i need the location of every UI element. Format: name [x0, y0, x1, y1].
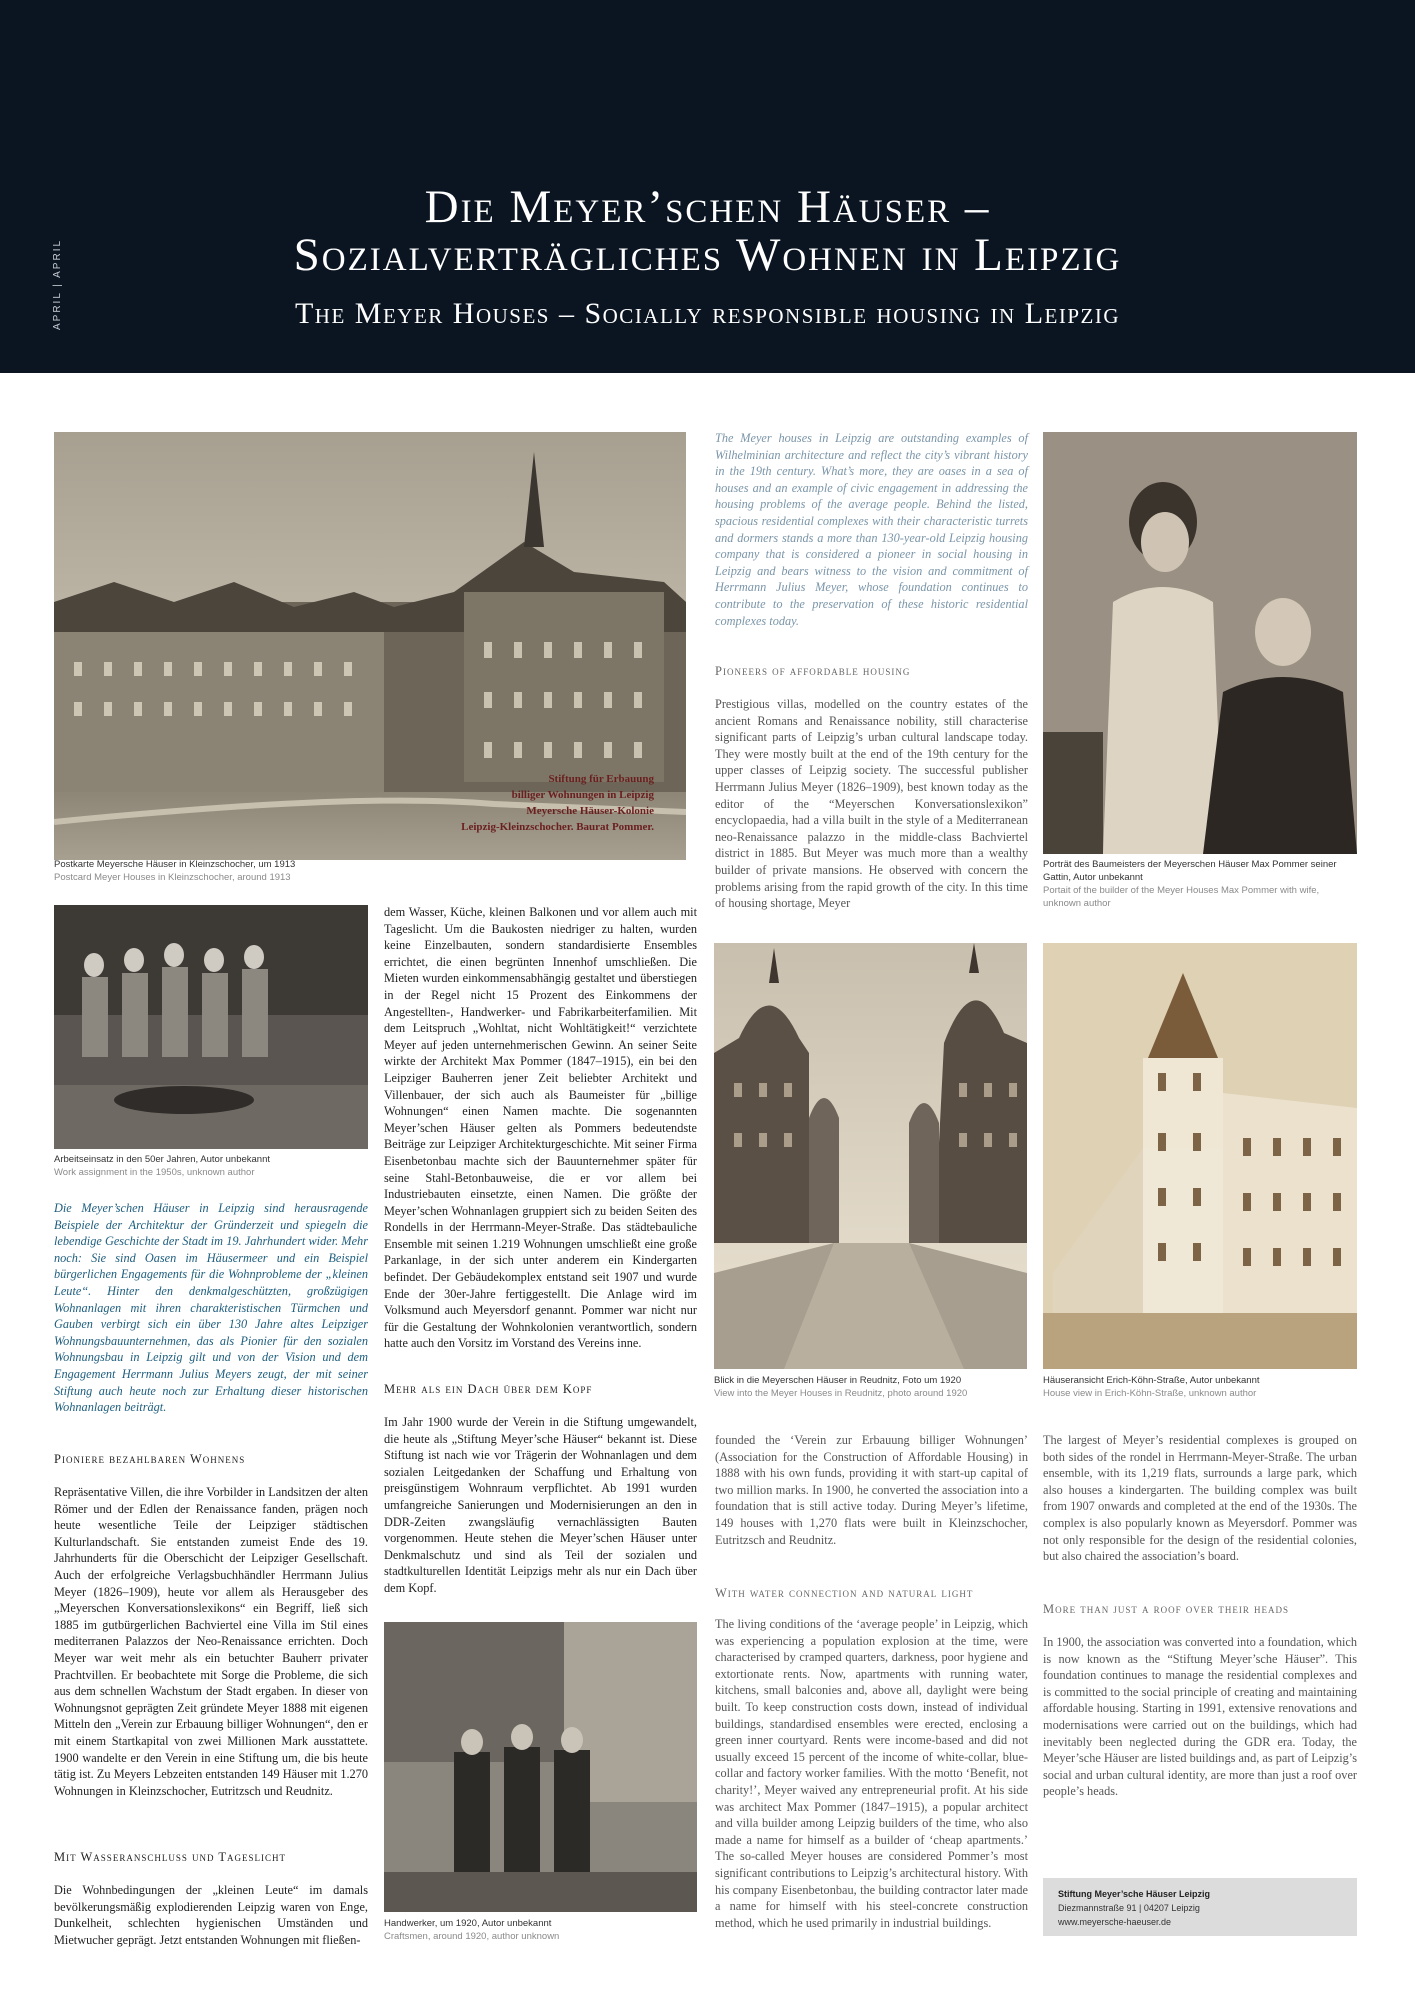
caption-english: View into the Meyer Houses in Reudnitz, photo around 1920	[714, 1388, 968, 1399]
text-pioneers-english-b: founded the ‘Verein zur Erbauung billiger Wohnungen’ (Association for the Construction of Affordable Housing) in 1888 with his own funds, providing it with start-up capital of two million marks. In 1900, he converted the association into a foundation that is still active today. During Meyer’s lifetime, 149 houses with 1,270 flats were built in Kleinzschocher, Eutritzsch and Reudnitz.	[715, 1433, 1028, 1547]
caption-german: Blick in die Meyerschen Häuser in Reudnitz, Foto um 1920	[714, 1375, 962, 1386]
caption-english: Work assignment in the 1950s, unknown author	[54, 1167, 255, 1178]
intro-english: The Meyer houses in Leipzig are outstanding examples of Wilhelminian architecture and reflect the city’s vibrant history in the 19th century. What’s more, they are oases in a sea of houses and an example of civic engagement in addressing the housing problems of the average people. Behind the listed, spacious residential complexes with their characteristic turrets and dormers stands a more than 130-year-old Leipzig housing company that is considered a pioneer in social housing in Leipzig and bears witness to the vision and commitment of Herrmann Julius Meyer, whose foundation continues to contribute to the preservation of these historic residential complexes today.	[715, 431, 1028, 628]
caption-english: Craftsmen, around 1920, author unknown	[384, 1931, 560, 1942]
caption-german: Postkarte Meyersche Häuser in Kleinzschocher, um 1913	[54, 859, 296, 870]
text-roof-english: In 1900, the association was converted into a foundation, which is now known as the “Stiftung Meyer’sche Häuser”. This foundation continues to manage the residential complexes and is committed to the social principle of creating and maintaining affordable housing. Starting in 1991, extensive renovations and modernisations were carried out on the buildings, which had inevitably been neglected during the GDR era. Today, the Meyer’sche Häuser are listed buildings and, as part of Leipzig’s social and urban cultural identity, are more than just a roof over people’s heads.	[1043, 1635, 1357, 1799]
postcard-caption	[54, 858, 686, 884]
text-water-german-a: Die Wohnbedingungen der „kleinen Leute“ im damals bevölkerungsmäßig explodierenden Leipzig waren von Enge, Dunkelheit, schlechten hygienischen Umständen und Mietwucher geprägt. Jetzt entstanden Wohnungen mit fließen-	[54, 1883, 368, 1947]
foundation-name: Stiftung Meyer’sche Häuser Leipzig	[1058, 1889, 1211, 1899]
title-german-line-2: Sozialverträgliches Wohnen in Leipzig	[293, 229, 1122, 281]
postcard-overlay-text: billiger Wohnungen in Leipzig	[511, 789, 654, 801]
caption-english: Postcard Meyer Houses in Kleinzschocher, around 1913	[54, 872, 291, 883]
contact-box	[1043, 1878, 1357, 1936]
heading-roof-german: Mehr als ein Dach über dem Kopf	[384, 1382, 593, 1396]
heading-pioneers-english: Pioneers of affordable housing	[715, 664, 911, 678]
text-pioneers-english-a: Prestigious villas, modelled on the country estates of the ancient Romans and Renaissance nobility, still characterise significant parts of Leipzig’s urban cultural landscape today. They were mostly built at the end of the 19th century for the upper classes of Leipzig society. The successful publisher Herrmann Julius Meyer (1826–1909), best known today as the editor of the “Meyerschen Konversationslexikon” encyclopaedia, had a villa built in the style of a Mediterranean neo-Renaissance palazzo in the middle-class Bachviertel district in 1885. But Meyer was much more than a wealthy builder of private mansions. He observed with concern the problems arising from the rapid growth of the city. In this time of housing shortage, Meyer	[715, 697, 1028, 911]
craftsmen-caption	[384, 1917, 697, 1943]
page-header	[0, 0, 1415, 373]
work-assignment-caption	[54, 1153, 368, 1179]
title-english: The Meyer Houses – Socially responsible housing in Leipzig	[294, 297, 1121, 330]
heading-water-german: Mit Wasseranschluss und Tageslicht	[54, 1850, 286, 1864]
intro-german: Die Meyer’schen Häuser in Leipzig sind herausragende Beispiele der Architektur der Gründerzeit und spiegeln die lebendige Geschichte der Stadt im 19. Jahrhundert wider. Mehr noch: Sie sind Oasen im Häusermeer und ein Beispiel bürgerlichen Engagements für die Wohnprobleme der „kleinen Leute“. Hinter den denkmalgeschützten, großzügigen Wohnanlagen mit ihren charakteristischen Türmchen und Gauben verbirgt sich ein über 130 Jahre altes Leipziger Wohnungsbauunternehmen, das als Pionier für den sozialen Wohnungsbau in Leipzig gilt und von der Vision und dem Engagement Herrmann Julius Meyers zeugt, der mit seiner Stiftung auch heute noch zur Erhaltung dieser historischen Wohnanlagen beiträgt.	[54, 1201, 368, 1415]
foundation-address: Diezmannstraße 91 | 04207 Leipzig	[1058, 1903, 1200, 1913]
craftsmen-photo	[384, 1622, 697, 1912]
heading-roof-english: More than just a roof over their heads	[1043, 1602, 1289, 1616]
foundation-website[interactable]: www.meyersche-haeuser.de	[1058, 1917, 1172, 1927]
caption-english: Portait of the builder of the Meyer Houses Max Pommer with wife, unknown author	[1043, 885, 1320, 909]
postcard-overlay-text: Leipzig-Kleinzschocher. Baurat Pommer.	[461, 821, 654, 833]
erich-koehn-photo	[1043, 943, 1357, 1369]
work-assignment-photo	[54, 905, 368, 1149]
text-pioneers-german: Repräsentative Villen, die ihre Vorbilder in Landsitzen der alten Römer und der Edlen der Renaissance fanden, prägen noch heute wesentliche Teile der Leipziger städtischen Kulturlandschaft. Sie entstanden zumeist Ende des 19. Jahrhunderts für die Oberschicht der Leipziger Gesellschaft. Auch der erfolgreiche Verlagsbuchhändler Herrmann Julius Meyer (1826–1909), heute vor allem als Herausgeber des „Meyerschen Konversationslexikons“ ein Begriff, ließ sich 1885 im gutbürgerlichen Bachviertel eine Villa im Stil eines mediterranen Palazzos der Neo-Renaissance errichten. Doch Meyer war weit mehr als ein betuchter Bauherr privater Prachtvillen. Er beobachtete mit Sorge die Probleme, die sich aus dem schnellen Wachstum der Stadt ergaben. In dieser von Wohnungsnot geprägten Zeit gründete Meyer 1888 mit eigenen Mitteln den „Verein zur Erbauung billiger Wohnungen“, den er mit einem Startkapital von zwei Millionen Mark ausstattete. 1900 wandelte er den Verein in eine Stiftung um, die bis heute tätig ist. Zu Meyers Lebzeiten entstanden 149 Häuser mit 1.270 Wohnungen in Kleinzschocher, Eutritzsch und Reudnitz.	[54, 1485, 368, 1798]
reudnitz-photo	[714, 943, 1027, 1369]
month-label: APRIL | APRIL	[52, 238, 63, 330]
caption-english: House view in Erich-Köhn-Straße, unknown author	[1043, 1388, 1257, 1399]
postcard-photo	[54, 432, 686, 860]
title-german-line-1: Die Meyer’schen Häuser –	[424, 181, 991, 233]
caption-german: Arbeitseinsatz in den 50er Jahren, Autor unbekannt	[54, 1154, 271, 1165]
heading-water-english: With water connection and natural light	[715, 1586, 974, 1600]
text-water-english-b: The largest of Meyer’s residential complexes is grouped on both sides of the rondel in Herrmann-Meyer-Straße. The urban ensemble, with its 1,219 flats, surrounds a large park, which also houses a kindergarten. The building complex was built from 1907 onwards and completed at the end of the 1930s. The complex is also popularly known as Meyersdorf. Pommer was not only responsible for the design of the residential colonies, but also chaired the association’s board.	[1043, 1433, 1357, 1564]
portrait-caption	[1043, 858, 1357, 910]
caption-german: Häuseransicht Erich-Köhn-Straße, Autor unbekannt	[1043, 1375, 1260, 1386]
text-roof-german: Im Jahr 1900 wurde der Verein in die Stiftung umgewandelt, die heute als „Stiftung Meyer’sche Häuser“ bekannt ist. Diese Stiftung ist nach wie vor Trägerin der Wohnanlagen und dem sozialen Leitgedanken der Schaffung und Erhaltung von preisgünstigem Wohnraum verpflichtet. Ab 1991 wurden umfangreiche Sanierungen und Modernisierungen an den in DDR-Zeiten zwangsläufig vernachlässigten Bauten vorgenommen. Heute stehen die Meyer’schen Häuser unter Denkmalschutz und sind als Teil der sozialen und stadtkulturellen Identität Leipzigs mehr als nur ein Dach über dem Kopf.	[384, 1415, 697, 1595]
text-water-german-b: dem Wasser, Küche, kleinen Balkonen und vor allem auch mit Tageslicht. Um die Baukosten niedriger zu halten, wurden keine Einzelbauten, sondern standardisierte Ensembles errichtet, die einen begrünten Innenhof umschließen. Die Mieten wurden einkommensabhängig gestaltet und überstiegen in der Regel nicht 15 Prozent des Einkommens der Angestellten-, Handwerker- und Fabrikarbeiterfamilien. Mit dem Leitspruch „Wohltat, nicht Wohltätigkeit!“ verzichtete Meyer auf jeden unternehmerischen Gewinn. An seiner Seite wirkte der Architekt Max Pommer (1847–1915), ein bei den Leipziger Bauherren jener Zeit beliebter Architekt und Villenbauer, der sich auch als Baumeister für „billige Wohnungen“ einen Namen machte. Die sogenannten Meyer’schen Häuser gelten als Pommers bedeutendste Beiträge zur Leipziger Architekturgeschichte. Mit seiner Firma Eisenbetonbau machte sich der Bauunternehmer später für seine Stahl-Betonbauweise, die er vor allem bei Industriebauten einsetzte, einen Namen. Die größte der Meyer’schen Wohnanlagen gruppiert sich zu beiden Seiten des Rondells in der Herrmann-Meyer-Straße. Das städtebauliche Ensemble mit seinen 1.219 Wohnungen umschließt eine große Parkanlage, in der sich unter anderem ein Kindergarten befindet. Der Gebäudekomplex entstand seit 1907 und wurde Ende der 30er-Jahre fertiggestellt. Die Anlage wird im Volksmund auch Meyersdorf genannt. Pommer war nicht nur für die Gestaltung der Wohnkolonien verantwortlich, sondern hatte auch den Vorsitz im Vorstand des Vereins inne.	[384, 905, 697, 1351]
portrait-photo	[1043, 432, 1357, 854]
postcard-overlay-text: Meyersche Häuser-Kolonie	[526, 805, 654, 817]
postcard-overlay-text: Stiftung für Erbauung	[548, 773, 654, 785]
erich-koehn-caption	[1043, 1374, 1357, 1400]
caption-german: Porträt des Baumeisters der Meyerschen Häuser Max Pommer seiner Gattin, Autor unbekannt	[1043, 859, 1337, 883]
caption-german: Handwerker, um 1920, Autor unbekannt	[384, 1918, 552, 1929]
heading-pioneers-german: Pioniere bezahlbaren Wohnens	[54, 1452, 246, 1466]
text-water-english-a: The living conditions of the ‘average people’ in Leipzig, which was experiencing a population explosion at the time, were characterised by cramped quarters, darkness, poor hygiene and extortionate rents. Now, apartments with running water, kitchens, small balconies and, above all, daylight were being built. To keep construction costs down, instead of individual buildings, standardised ensembles were erected, enclosing a green inner courtyard. Rents were income-based and did not usually exceed 15 percent of the income of white-collar, blue-collar and factory worker families. With the motto ‘Benefit, not charity!’, Meyer waived any entrepreneurial profit. At his side was architect Max Pommer (1847–1915), a popular architect and villa builder among Leipzig builders of the time, who also made a name for himself as a builder of ‘cheap apartments.’ The so-called Meyer houses are considered Pommer’s most significant contributions to Leipzig’s architectural history. With his company Eisenbetonbau, the building contractor later made a name for himself with his steel-concrete construction method, which he used primarily in industrial buildings.	[715, 1617, 1028, 1930]
reudnitz-caption	[714, 1374, 1027, 1400]
